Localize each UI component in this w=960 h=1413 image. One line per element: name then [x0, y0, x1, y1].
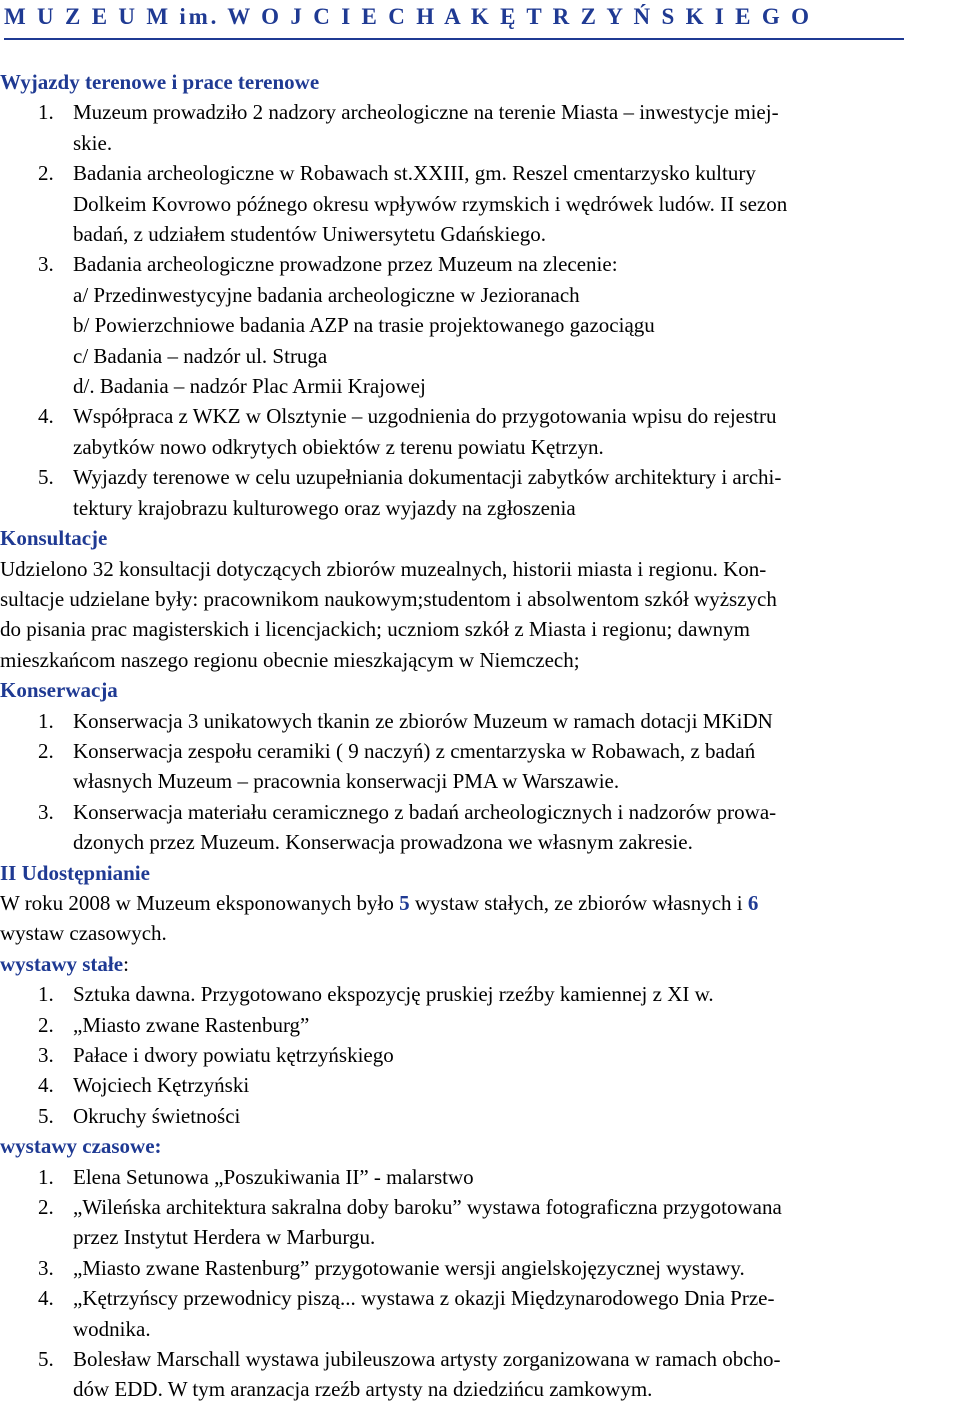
list-item [0, 979, 958, 1009]
item-line: Dolkeim Kovrowo późnego okresu wpływów rzymskich i wędrówek ludów. II sezon [73, 191, 788, 216]
item-line: tektury krajobrazu kulturowego oraz wyjazdy na zgłoszenia [73, 495, 576, 520]
item-number: 1. [38, 708, 54, 733]
item-number: 3. [38, 1043, 54, 1067]
item-number: 4. [38, 1073, 54, 1098]
item-line: badań, z udziałem studentów Uniwersytetu Gdańskiego. [73, 222, 546, 247]
item-line: własnych Muzeum – pracownia konserwacji PMA w Warszawie. [73, 769, 620, 794]
item-line: skie. [73, 130, 113, 155]
access-intro-line: wystaw czasowych. [0, 921, 167, 946]
item-number: 5. [38, 1103, 54, 1128]
list-item [0, 97, 958, 158]
section-heading-consultations: Konsultacje [0, 526, 108, 551]
item-line: dzonych przez Muzeum. Konserwacja prowadzona we własnym zakresie. [73, 830, 693, 855]
item-line: Bolesław Marschall wystawa jubileuszowa artysty zorganizowana w ramach obcho- [73, 1347, 781, 1372]
item-line: „Miasto zwane Rastenburg” przygotowanie wersji angielskojęzycznej wystawy. [73, 1255, 745, 1280]
section-heading-conservation: Konserwacja [0, 678, 118, 703]
field-work-list [0, 97, 958, 523]
item-number: 1. [38, 100, 54, 125]
sub-item: b/ Powierzchniowe badania AZP na trasie projektowanego gazociągu [73, 313, 655, 338]
item-line: dów EDD. W tym aranzacja rzeźb artysty na dziedzińcu zamkowym. [73, 1377, 653, 1402]
item-number: 3. [38, 1255, 54, 1280]
item-number: 2. [38, 1012, 54, 1037]
list-item [0, 1253, 958, 1283]
list-item [0, 1192, 958, 1253]
item-line: Wyjazdy terenowe w celu uzupełniania dokumentacji zabytków architektury i archi- [73, 465, 782, 490]
list-item [0, 462, 958, 523]
list-item [0, 797, 958, 858]
list-item [0, 1040, 958, 1070]
list-item [0, 158, 958, 249]
item-number: 5. [38, 465, 54, 490]
item-line: wodnika. [73, 1316, 151, 1341]
permanent-count: 5 [399, 890, 410, 915]
intro-text: wystaw stałych, ze zbiorów własnych i [409, 890, 748, 915]
temporary-exhibitions-list [0, 1162, 958, 1405]
item-line: zabytków nowo odkrytych obiektów z terenu powiatu Kętrzyn. [73, 434, 604, 459]
item-line: „Kętrzyńscy przewodnicy piszą... wystawa z okazji Międzynarodowego Dnia Prze- [73, 1286, 775, 1311]
temporary-count: 6 [747, 890, 759, 915]
subsection-heading-permanent [0, 949, 958, 979]
intro-text: W roku 2008 w Muzeum eksponowanych było [0, 890, 400, 915]
paragraph-line: do pisania prac magisterskich i licencjackich; uczniom szkół z Miasta i regionu; dawnym [0, 617, 750, 642]
heading-colon: : [123, 951, 129, 976]
item-line: Sztuka dawna. Przygotowano ekspozycję pruskiej rzeźby kamiennej z XI w. [73, 982, 714, 1007]
section-heading-field-work: Wyjazdy terenowe i prace terenowe [0, 70, 320, 94]
document-body [0, 67, 958, 1405]
permanent-heading-text: wystawy stałe [0, 951, 124, 976]
item-line: Konserwacja 3 unikatowych tkanin ze zbiorów Muzeum w ramach dotacji MKiDN [73, 708, 773, 733]
item-number: 3. [38, 799, 54, 824]
item-line: Elena Setunowa „Poszukiwania II” - malarstwo [73, 1164, 474, 1189]
sub-item: d/. Badania – nadzór Plac Armii Krajowej [73, 374, 426, 399]
item-number: 1. [38, 1164, 54, 1189]
item-line: Badania archeologiczne w Robawach st.XXIII, gm. Reszel cmentarzysko kultury [73, 161, 756, 186]
item-line: Konserwacja materiału ceramicznego z badań archeologicznych i nadzorów prowa- [73, 799, 777, 824]
list-item [0, 736, 958, 797]
item-number: 3. [38, 252, 54, 277]
item-line: Muzeum prowadziło 2 nadzory archeologiczne na terenie Miasta – inwestycje miej- [73, 100, 779, 125]
consultations-paragraph [0, 554, 958, 676]
list-item [0, 1162, 958, 1192]
list-item [0, 1344, 958, 1405]
permanent-exhibitions-list [0, 979, 958, 1131]
list-item [0, 1101, 958, 1131]
item-number: 4. [38, 1286, 54, 1311]
conservation-list [0, 706, 958, 858]
item-line: „Miasto zwane Rastenburg” [73, 1012, 310, 1037]
item-number: 2. [38, 161, 54, 186]
item-number: 1. [38, 982, 54, 1007]
list-item [0, 401, 958, 462]
item-number: 4. [38, 404, 54, 429]
item-line: Współpraca z WKZ w Olsztynie – uzgodnienia do przygotowania wpisu do rejestru [73, 404, 777, 429]
item-number: 2. [38, 738, 54, 763]
museum-header-title: M U Z E U M im. W O J C I E C H A K Ę T R Z Y Ń S K I E G O [4, 4, 812, 29]
header-underline [4, 38, 904, 40]
item-line: przez Instytut Herdera w Marburgu. [73, 1225, 376, 1250]
paragraph-line: mieszkańcom naszego regionu obecnie mieszkającym w Niemczech; [0, 647, 580, 672]
item-line: Konserwacja zespołu ceramiki ( 9 naczyń) z cmentarzyska w Robawach, z badań [73, 738, 756, 763]
subsection-heading-temporary: wystawy czasowe: [0, 1134, 162, 1159]
paragraph-line: Udzielono 32 konsultacji dotyczących zbiorów muzealnych, historii miasta i regionu. Kon- [0, 556, 767, 581]
item-number: 5. [38, 1347, 54, 1372]
item-line: Pałace i dwory powiatu kętrzyńskiego [73, 1043, 394, 1067]
sub-list [0, 280, 958, 402]
list-item [0, 249, 958, 279]
item-line: Okruchy świetności [73, 1103, 241, 1128]
section-heading-access: II Udostępnianie [0, 860, 150, 885]
paragraph-line: sultacje udzielane były: pracownikom naukowym;studentom i absolwentom szkół wyższych [0, 586, 777, 611]
item-line: Badania archeologiczne prowadzone przez Muzeum na zlecenie: [73, 252, 618, 277]
sub-item: c/ Badania – nadzór ul. Struga [73, 343, 328, 368]
item-line: Wojciech Kętrzyński [73, 1073, 250, 1098]
list-item [0, 1283, 958, 1344]
list-item [0, 706, 958, 736]
item-line: „Wileńska architektura sakralna doby baroku” wystawa fotograficzna przygotowana [73, 1195, 782, 1220]
list-item [0, 1010, 958, 1040]
item-number: 2. [38, 1195, 54, 1220]
access-intro-line [0, 888, 958, 918]
sub-item: a/ Przedinwestycyjne badania archeologiczne w Jezioranach [73, 282, 580, 307]
list-item [0, 1070, 958, 1100]
